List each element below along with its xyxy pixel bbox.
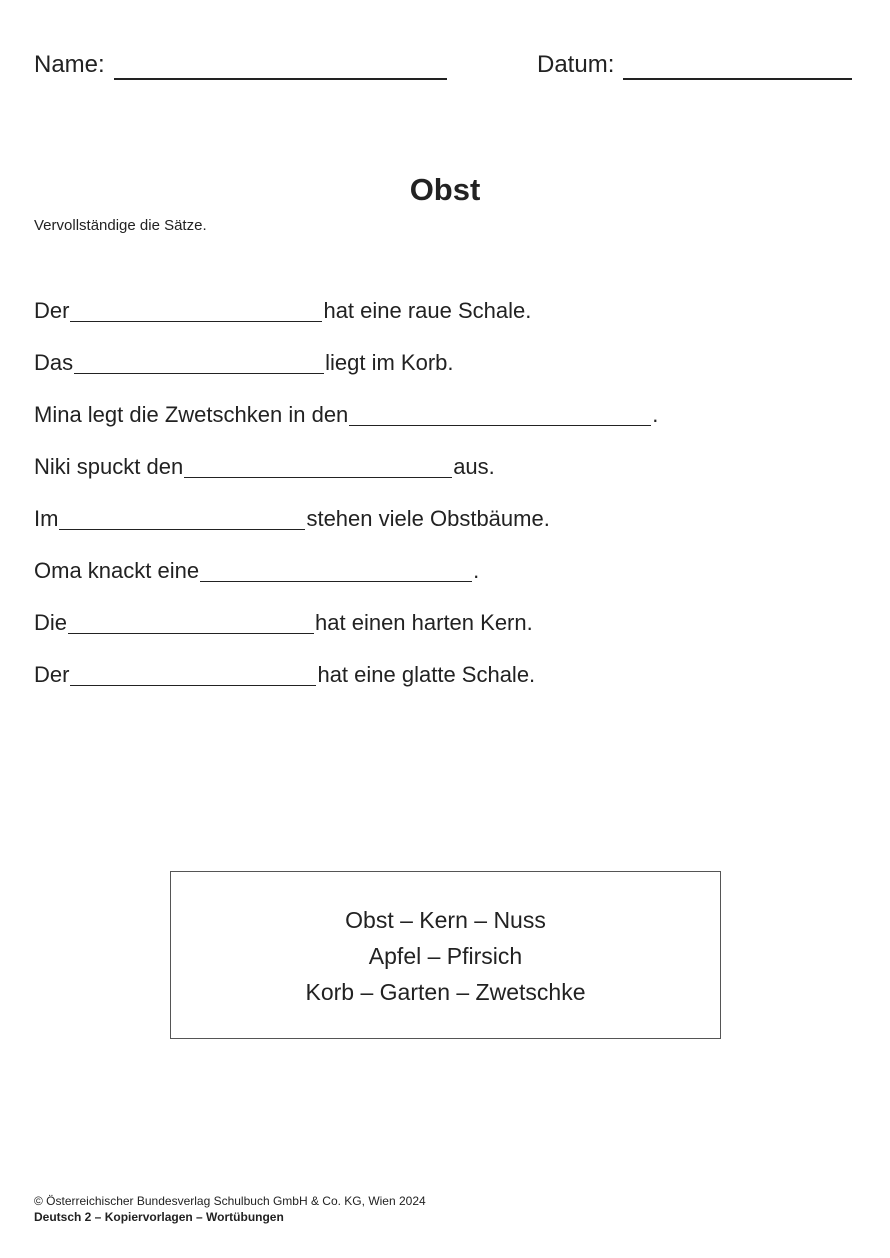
date-field [537, 50, 852, 80]
sentence-start: Der [34, 662, 70, 687]
footer-copyright: © Österreichischer Bundesverlag Schulbuch GmbH & Co. KG, Wien 2024 [34, 1194, 426, 1208]
blank-line[interactable] [200, 556, 472, 582]
word-bank-line-2: Apfel – Pfirsich [368, 943, 523, 969]
sentence-list [34, 276, 854, 692]
sentence-end: . [652, 402, 659, 427]
sentence-5 [34, 484, 854, 536]
sentence-end: hat eine raue Schale. [323, 298, 532, 323]
blank-line[interactable] [70, 660, 316, 686]
date-input-line[interactable] [623, 54, 852, 80]
blank-line[interactable] [349, 400, 651, 426]
sentence-7 [34, 588, 854, 640]
blank-line[interactable] [70, 296, 322, 322]
blank-line[interactable] [59, 504, 305, 530]
sentence-end: hat einen harten Kern. [315, 610, 533, 635]
sentence-2 [34, 328, 854, 380]
date-label: Datum: [537, 51, 615, 78]
word-bank-line-1: Obst – Kern – Nuss [345, 907, 546, 933]
sentence-8 [34, 640, 854, 692]
sentence-end: hat eine glatte Schale. [317, 662, 536, 687]
sentence-start: Mina legt die Zwetschken in den [34, 402, 349, 427]
footer [34, 1193, 426, 1225]
blank-line[interactable] [68, 608, 314, 634]
sentence-start: Oma knackt eine [34, 558, 200, 583]
name-field [34, 50, 447, 80]
footer-series: Deutsch 2 – Kopiervorlagen – Wortübungen [34, 1210, 284, 1224]
sentence-end: liegt im Korb. [325, 350, 454, 375]
sentence-start: Die [34, 610, 68, 635]
sentence-start: Das [34, 350, 74, 375]
sentence-start: Im [34, 506, 59, 531]
blank-line[interactable] [184, 452, 452, 478]
sentence-end: aus. [453, 454, 495, 479]
sentence-4 [34, 432, 854, 484]
word-bank-line-3: Korb – Garten – Zwetschke [305, 979, 586, 1005]
sentence-1 [34, 276, 854, 328]
name-label: Name: [34, 51, 105, 78]
sentence-3 [34, 380, 854, 432]
sentence-start: Niki spuckt den [34, 454, 184, 479]
blank-line[interactable] [74, 348, 324, 374]
instruction-text: Vervollständige die Sätze. [34, 217, 207, 234]
sentence-end: . [473, 558, 480, 583]
word-bank-box [170, 871, 721, 1039]
name-input-line[interactable] [114, 54, 447, 80]
sentence-6 [34, 536, 854, 588]
sentence-end: stehen viele Obstbäume. [306, 506, 550, 531]
sentence-start: Der [34, 298, 70, 323]
page-title: Obst [409, 172, 481, 207]
